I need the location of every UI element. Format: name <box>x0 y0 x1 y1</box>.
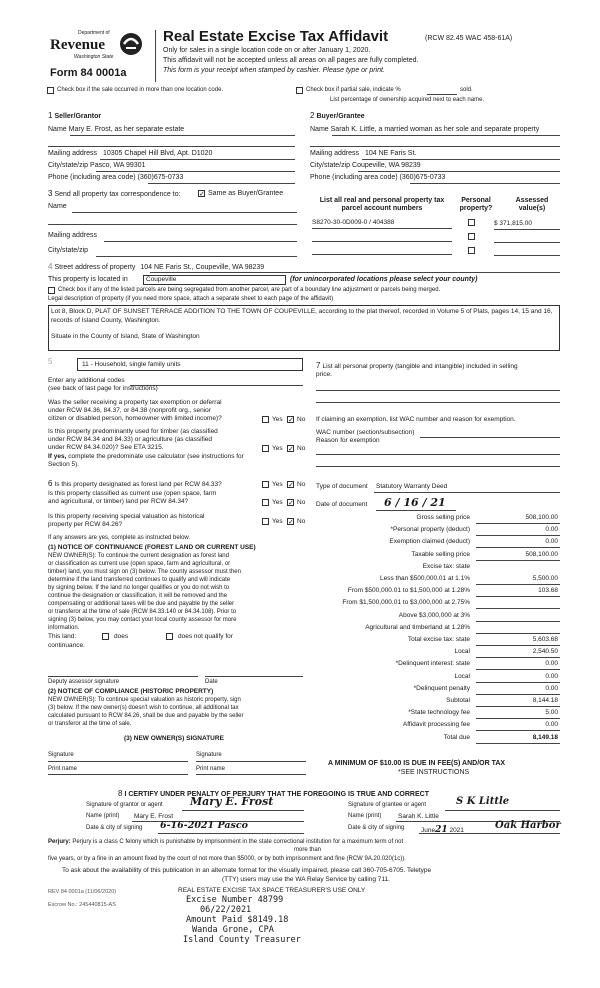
tax-row-label: Less than $500,000.01 at 1.1% <box>380 575 470 582</box>
additional-codes-note: (see back of last page for instructions) <box>48 385 158 392</box>
logo-emblem-icon <box>118 30 144 58</box>
segregated-checkbox[interactable] <box>48 287 55 294</box>
tax-row-label: *Delinquent penalty <box>413 685 470 692</box>
tax-row-label: Exemption claimed (deduct) <box>389 538 470 545</box>
exemption-label: If claiming an exemption, list WAC number and reason for exemption. <box>316 416 516 423</box>
personal-checkbox-1[interactable] <box>468 219 475 226</box>
s5-q1-yes-label: Yes <box>272 416 283 423</box>
doc-type-value[interactable]: Statutory Warranty Deed <box>376 483 448 490</box>
s7-line1: 7 List all personal property (tangible and intangible) included in selling <box>316 361 518 370</box>
unincorporated-note: (for unincorporated locations please select your county) <box>290 276 478 283</box>
tax-row-value[interactable]: 508,100.00 <box>525 514 558 521</box>
form-number: Form 84 0001a <box>50 67 127 79</box>
s6-q2-no-checkbox[interactable]: ✓ <box>288 499 294 507</box>
form-title: Real Estate Excise Tax Affidavit <box>163 28 389 45</box>
land-does-not-label: does not qualify for <box>178 633 233 640</box>
personal-checkbox-2[interactable] <box>468 233 475 240</box>
assessed-header: Assessed value(s) <box>515 197 549 212</box>
seller-heading: 1 Seller/Grantor <box>48 111 102 120</box>
parcel-header: List all real and personal property tax parcel account numbers <box>319 197 445 212</box>
s6-q1-no-checkbox[interactable]: ✓ <box>288 481 294 489</box>
notice3-title: (3) NEW OWNER(S) SIGNATURE <box>124 735 224 742</box>
tax-row-value[interactable]: 0.00 <box>545 721 558 728</box>
tax-row-value[interactable]: 5,500.00 <box>532 575 558 582</box>
tax-row-label: Total due <box>443 734 470 741</box>
escrow-number: Escrow No.: 245440815-AS <box>48 902 116 908</box>
tty-note: (TTY) users may use the WA Relay Service by calling 711. <box>222 876 390 883</box>
grantee-name-label: Name (print) <box>348 813 382 819</box>
land-does-label: does <box>114 633 129 640</box>
located-label: This property is located in <box>48 276 128 283</box>
tax-row-label: Above $3,000,000 at 3% <box>398 612 470 619</box>
seller-city-value[interactable]: Pasco, WA 99301 <box>90 162 146 169</box>
doc-type-label: Type of document <box>316 483 368 490</box>
multiple-location-checkbox[interactable] <box>47 87 54 94</box>
minimum-due-note: A MINIMUM OF $10.00 IS DUE IN FEE(S) AND/OR TAX <box>328 760 506 767</box>
correspondence-label: 3 Send all property tax correspondence to: <box>48 189 181 198</box>
grantee-name[interactable]: Sarah K. Little <box>398 813 439 820</box>
legal-text: Lot 8, Block D, PLAT OF SUNSET TERRACE ADDITION TO THE TOWN OF COUPEVILLE, according to the plat thereof, recorded in Volume 5 of Plats, pages 14, 15 and 16, records of Island County, Washington. <box>51 308 553 324</box>
use-code-select[interactable]: 11 - Household, single family units <box>77 358 303 371</box>
header-line-3: This form is your receipt when stamped by cashier. Please type or print. <box>163 67 385 74</box>
s6-q1-yes-label: Yes <box>272 481 283 488</box>
s6-q2-line2: and agricultural, or timber) land per RCW 84.34? <box>48 498 189 505</box>
form-title-ref: (RCW 82.45 WAC 458-61A) <box>425 35 513 42</box>
grantee-signature[interactable]: S K Little <box>456 796 510 807</box>
legal-description-box[interactable] <box>48 305 560 351</box>
s6-q3-yes-label: Yes <box>272 518 283 525</box>
s5-q1-yes-checkbox[interactable] <box>262 416 269 423</box>
situate-text: Situate in the County of Island, State of Washington <box>51 333 200 340</box>
s6-q3-no-checkbox[interactable]: ✓ <box>288 518 294 526</box>
tax-row-value[interactable]: 0.00 <box>545 660 558 667</box>
personal-checkbox-3[interactable] <box>468 247 475 254</box>
grantee-city[interactable]: Oak Harbor <box>495 820 561 831</box>
continuance-label: continuance. <box>48 642 85 649</box>
logo-state: Washington State <box>74 54 114 60</box>
grantor-name-label: Name (print) <box>86 813 120 819</box>
buyer-phone-value[interactable]: (360)675-0733 <box>399 174 446 181</box>
grantor-signature-label: Signature of grantor or agent <box>86 802 163 808</box>
tax-row-value[interactable]: 0.00 <box>545 685 558 692</box>
s5-q1-line3: citizen or disabled person, homeowner with limited income)? <box>48 415 222 422</box>
sold-label: sold. <box>460 87 473 93</box>
tax-row-label: *Personal property (deduct) <box>390 526 470 533</box>
land-does-checkbox[interactable] <box>102 633 109 640</box>
form-revision: REV 84 0001a (11/06/2020) <box>48 889 117 895</box>
new-owner-print-1[interactable]: Print name <box>48 766 78 772</box>
s3-mailing-label: Mailing address <box>48 232 98 239</box>
new-owner-signature-1[interactable]: Signature <box>48 752 74 758</box>
tax-row-label: Subtotal <box>446 697 470 704</box>
partial-sale-checkbox[interactable] <box>296 87 303 94</box>
s5-q1-no-checkbox[interactable]: ✓ <box>288 416 294 424</box>
s6-q2-line1: Is this property classified as current use (open space, farm <box>48 490 217 497</box>
s5-q2-line1: Is this property predominantly used for timber (as classified <box>48 428 218 435</box>
street-value[interactable]: 104 NE Faris St., Coupeville, WA 98239 <box>140 264 265 271</box>
s5-q2-line2: under RCW 84.34 and 84.33) or agriculture (as classified <box>48 436 213 443</box>
parcel-value[interactable]: S8270-30-0D009-0 / 404388 <box>312 219 395 226</box>
s5-q1-no-label: No <box>297 416 306 423</box>
s6-q3-yes-checkbox[interactable] <box>262 518 269 525</box>
tax-row-label: Excise tax: state <box>422 563 470 570</box>
s5-q2-yes-checkbox[interactable] <box>262 445 269 452</box>
tax-row-label: Affidavit processing fee <box>402 721 470 728</box>
buyer-city-value[interactable]: Coupeville, WA 98239 <box>352 162 421 169</box>
deputy-signature-label: Deputy assessor signature <box>48 679 120 685</box>
street-label: 4 Street address of property 104 NE Faris St., Coupeville, WA 98239 <box>48 262 265 271</box>
tax-row-label: *Delinquent interest: state <box>395 660 470 667</box>
grantee-signature-label: Signature of grantee or agent <box>348 802 427 808</box>
new-owner-print-2[interactable]: Print name <box>196 766 226 772</box>
tax-row-label: Local <box>454 673 470 680</box>
tax-row-label: From $500,000.01 to $1,500,000 at 1.28% <box>347 587 470 594</box>
see-instructions-note: *SEE INSTRUCTIONS <box>398 769 470 776</box>
grantor-date-label: Date & city of signing <box>86 825 143 831</box>
perjury-text-1b: more than <box>294 847 322 853</box>
partial-sale-label: Check box if partial sale, indicate % <box>306 87 401 93</box>
s7-line2: price. <box>316 371 332 378</box>
location-select[interactable]: Coupeville <box>143 275 286 285</box>
this-land-label: This land: <box>48 633 77 640</box>
tax-row-value[interactable]: 5.00 <box>545 709 558 716</box>
doc-date-value[interactable]: 6 / 16 / 21 <box>384 496 446 509</box>
seller-mailing-value[interactable]: 10305 Chapel Hill Blvd, Apt. D1020 <box>102 150 213 157</box>
s5-q2-no-checkbox[interactable]: ✓ <box>288 445 294 453</box>
tax-row-value[interactable]: 0.00 <box>545 673 558 680</box>
header-line-1: Only for sales in a single location code on or after January 1, 2020. <box>163 47 371 54</box>
tax-row-label: Local <box>454 648 470 655</box>
s6-q3-no-label: No <box>297 518 306 525</box>
tax-row-value[interactable]: 5,603.68 <box>532 636 558 643</box>
additional-codes-label: Enter any additional codes <box>48 377 125 384</box>
tax-row-label: Total excise tax: state <box>407 636 470 643</box>
treasurer-stamp-header: REAL ESTATE EXCISE TAX SPACE TREASURER'S USE ONLY <box>178 887 366 894</box>
seller-name-value[interactable]: Mary E. Frost, as her separate estate <box>68 126 185 133</box>
s6-q1-no-label: No <box>297 481 306 488</box>
s3-city-label: City/state/zip <box>48 247 89 254</box>
same-as-buyer-checkbox[interactable]: ✓ <box>199 190 205 198</box>
grantee-date[interactable]: June21 2021 <box>421 825 464 835</box>
tax-row-value[interactable]: 508,100.00 <box>525 551 558 558</box>
s5-q1-line2: under RCW 84.36, 84.37, or 84.38 (nonprofit org., senior <box>48 407 211 414</box>
land-does-not-checkbox[interactable] <box>166 633 173 640</box>
tax-row-value[interactable]: 8,144.18 <box>532 697 558 704</box>
s6-q1-yes-checkbox[interactable] <box>262 481 269 488</box>
multiple-location-label: Check box if the sale occurred in more than one location code. <box>57 87 224 93</box>
s6-q3-line1: Is this property receiving special valuation as historical <box>48 513 205 520</box>
wac-label: WAC number (section/subsection) <box>316 429 415 436</box>
s6-q3-line2: property per RCW 84.26? <box>48 521 123 528</box>
s5-num: 5 <box>48 357 53 366</box>
any-yes-note: If any answers are yes, complete as instructed below. <box>48 535 191 541</box>
s6-q2-no-label: No <box>297 499 306 506</box>
tax-row-label: Agricultural and timberland at 1.28% <box>365 624 470 631</box>
grantor-signature[interactable]: Mary E. Frost <box>190 795 274 808</box>
tax-row-value[interactable]: 8,149.18 <box>532 734 558 741</box>
doc-date-label: Date of document <box>316 501 368 508</box>
buyer-heading: 2 Buyer/Grantee <box>310 111 365 120</box>
certify-statement: 8 I CERTIFY UNDER PENALTY OF PERJURY THAT THE FOREGOING IS TRUE AND CORRECT <box>118 789 429 798</box>
s5-ifyes2: Section 5). <box>48 461 80 468</box>
s3-name-label: Name <box>48 203 67 210</box>
reason-label: Reason for exemption <box>316 437 380 444</box>
grantee-date-label: Date & city of signing <box>348 825 405 831</box>
s5-q2-line3: under RCW 84.34.020)? See ETA 3215. <box>48 444 164 451</box>
buyer-mailing-value[interactable]: 104 NE Faris St. <box>364 150 417 157</box>
deputy-date-label: Date <box>205 679 218 685</box>
assessed-value[interactable]: $ 371,815.00 <box>494 220 532 227</box>
legal-label: Legal description of property (if you need more space, attach a separate sheet to each page of the affidavit) <box>48 296 334 302</box>
tax-row-label: Gross selling price <box>416 514 470 521</box>
tax-row-value[interactable]: 2,540.50 <box>532 648 558 655</box>
ownership-note: List percentage of ownership acquired next to each name. <box>330 97 485 103</box>
s5-q1-line1: Was the seller receiving a property tax exemption or deferral <box>48 399 222 406</box>
buyer-name-value[interactable]: Sarah K. Little, a married woman as her sole and separate property <box>330 126 540 133</box>
s5-q2-no-label: No <box>297 445 306 452</box>
s5-q2-yes-label: Yes <box>272 445 283 452</box>
personal-header: Personal property? <box>459 197 493 212</box>
tax-row-label: Taxable selling price <box>411 551 470 558</box>
s6-q2-yes-label: Yes <box>272 499 283 506</box>
new-owner-signature-2[interactable]: Signature <box>196 752 222 758</box>
header-line-2: This affidavit will not be accepted unless all areas on all pages are fully completed. <box>163 57 419 64</box>
notice2-title: (2) NOTICE OF COMPLIANCE (HISTORIC PROPERTY) <box>48 688 214 695</box>
s6-q2-yes-checkbox[interactable] <box>262 499 269 506</box>
logo-dept: Department of <box>78 30 110 36</box>
same-as-buyer-label: Same as Buyer/Grantee <box>208 190 284 197</box>
logo-revenue: Revenue <box>50 37 105 53</box>
tax-row-label: *State technology fee <box>408 709 470 716</box>
alt-format-note: To ask about the availability of this publication in an alternate format for the visually impaired, please call 360-705-6705. Teletype <box>62 867 432 874</box>
segregated-label: Check box if any of the listed parcels are being segregated from another parcel, are part of a boundary line adjustment or parcels being merged. <box>58 287 441 293</box>
perjury-text-1: Perjury: Perjury is a class C felony which is punishable by imprisonment in the state correctional institution for a maximum term of not <box>48 839 404 845</box>
grantor-name[interactable]: Mary E. Frost <box>134 813 174 820</box>
s6-q1: 6 Is this property designated as forest land per RCW 84.33? <box>48 479 222 488</box>
grantor-date[interactable]: 6-16-2021 Pasco <box>160 820 248 831</box>
tax-row-value[interactable]: 0.00 <box>545 538 558 545</box>
notice1-title: (1) NOTICE OF CONTINUANCE (FOREST LAND OR CURRENT USE) <box>48 544 256 551</box>
perjury-text-2: five years, or by a fine in an amount fixed by the court of not more than $5000, or by both imprisonment and fine (RCW 9A.20.020(1c)). <box>48 856 406 862</box>
tax-row-value[interactable]: 103.68 <box>538 587 558 594</box>
tax-row-label: From $1,500,000.01 to $3,000,000 at 2.75% <box>342 599 470 606</box>
tax-row-value[interactable]: 0.00 <box>545 526 558 533</box>
seller-phone-value[interactable]: (360)675-0733 <box>137 174 184 181</box>
